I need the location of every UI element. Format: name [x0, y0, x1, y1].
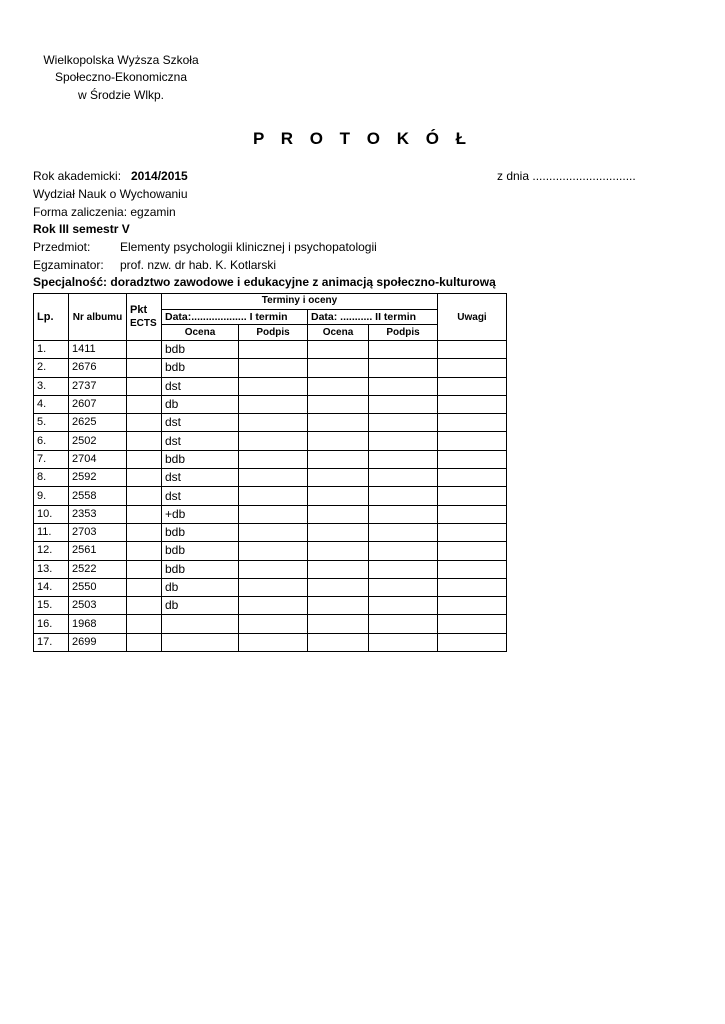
row-term1-signature	[239, 597, 308, 615]
row-term2-grade	[308, 505, 369, 523]
row-term1-grade: +db	[162, 505, 239, 523]
col-header-pkt: Pkt	[130, 304, 148, 316]
row-term1-grade: db	[162, 395, 239, 413]
institution-location: w Środzie Wlkp.	[77, 88, 165, 102]
table-row	[34, 578, 507, 596]
row-ects	[127, 469, 162, 487]
row-term2-signature	[369, 377, 438, 395]
row-term2-signature	[369, 469, 438, 487]
row-notes	[438, 377, 507, 395]
row-term2-grade	[308, 450, 369, 468]
row-term1-signature	[239, 633, 308, 651]
row-notes	[438, 359, 507, 377]
row-ects	[127, 450, 162, 468]
row-ects	[127, 377, 162, 395]
row-album-number: 2522	[69, 560, 127, 578]
row-album-number: 2502	[69, 432, 127, 450]
institution-name-line1: Wielkopolska Wyższa Szkoła	[43, 53, 199, 67]
row-term1-signature	[239, 414, 308, 432]
row-lp: 2.	[34, 359, 69, 377]
row-term2-grade	[308, 377, 369, 395]
document-title: P R O T O K Ó Ł	[252, 129, 473, 148]
row-lp: 8.	[34, 469, 69, 487]
table-row	[34, 505, 507, 523]
row-lp: 14.	[34, 578, 69, 596]
table-row	[34, 359, 507, 377]
row-ects	[127, 560, 162, 578]
row-term2-signature	[369, 505, 438, 523]
col-header-ects-label: ECTS	[130, 318, 157, 329]
row-term2-grade	[308, 487, 369, 505]
row-term2-grade	[308, 597, 369, 615]
row-term1-signature	[239, 487, 308, 505]
row-term1-signature	[239, 450, 308, 468]
row-term2-signature	[369, 414, 438, 432]
col-header-album: Nr albumu	[69, 294, 127, 341]
row-term2-grade	[308, 359, 369, 377]
table-row	[34, 377, 507, 395]
row-notes	[438, 633, 507, 651]
row-term1-signature	[239, 578, 308, 596]
row-term2-grade	[308, 414, 369, 432]
col-header-term1-signature: Podpis	[239, 325, 308, 341]
row-lp: 6.	[34, 432, 69, 450]
row-album-number: 2704	[69, 450, 127, 468]
row-album-number: 2607	[69, 395, 127, 413]
row-term1-grade: dst	[162, 469, 239, 487]
row-lp: 5.	[34, 414, 69, 432]
row-term2-signature	[369, 542, 438, 560]
semester: Rok III semestr V	[33, 222, 130, 236]
row-notes	[438, 432, 507, 450]
row-notes	[438, 341, 507, 359]
col-header-term2-grade: Ocena	[308, 325, 369, 341]
row-term1-grade: bdb	[162, 560, 239, 578]
grades-table	[33, 293, 507, 652]
col-header-notes: Uwagi	[438, 294, 507, 341]
row-lp: 12.	[34, 542, 69, 560]
row-term2-grade	[308, 395, 369, 413]
col-header-term1-grade: Ocena	[162, 325, 239, 341]
row-notes	[438, 469, 507, 487]
row-term1-signature	[239, 523, 308, 541]
examiner-value: prof. nzw. dr hab. K. Kotlarski	[120, 258, 277, 272]
academic-year-value: 2014/2015	[131, 169, 188, 183]
row-ects	[127, 359, 162, 377]
row-term2-signature	[369, 560, 438, 578]
faculty: Wydział Nauk o Wychowaniu	[33, 187, 188, 201]
row-lp: 1.	[34, 341, 69, 359]
col-header-terms: Terminy i oceny	[162, 294, 438, 310]
row-album-number: 2699	[69, 633, 127, 651]
exam-form: Forma zaliczenia: egzamin	[33, 205, 176, 219]
row-term2-signature	[369, 523, 438, 541]
col-header-term2-signature: Podpis	[369, 325, 438, 341]
row-term1-signature	[239, 560, 308, 578]
table-row	[34, 395, 507, 413]
row-term1-signature	[239, 505, 308, 523]
row-term1-grade: dst	[162, 377, 239, 395]
row-notes	[438, 523, 507, 541]
row-term1-grade: bdb	[162, 542, 239, 560]
table-row	[34, 450, 507, 468]
row-term1-signature	[239, 469, 308, 487]
row-term2-signature	[369, 450, 438, 468]
row-term1-grade: bdb	[162, 341, 239, 359]
row-term1-grade: dst	[162, 414, 239, 432]
row-ects	[127, 414, 162, 432]
row-term1-grade: bdb	[162, 359, 239, 377]
row-term2-signature	[369, 615, 438, 633]
examiner-label: Egzaminator:	[33, 258, 104, 272]
row-album-number: 1968	[69, 615, 127, 633]
row-notes	[438, 450, 507, 468]
table-row	[34, 414, 507, 432]
row-lp: 17.	[34, 633, 69, 651]
row-ects	[127, 633, 162, 651]
academic-year-label: Rok akademicki:	[33, 169, 122, 183]
table-row	[34, 542, 507, 560]
row-term1-signature	[239, 377, 308, 395]
row-term2-signature	[369, 633, 438, 651]
col-header-ects	[127, 294, 162, 341]
row-notes	[438, 542, 507, 560]
row-ects	[127, 487, 162, 505]
table-row	[34, 487, 507, 505]
row-lp: 10.	[34, 505, 69, 523]
row-album-number: 2503	[69, 597, 127, 615]
row-ects	[127, 395, 162, 413]
row-term2-signature	[369, 359, 438, 377]
col-header-lp: Lp.	[34, 294, 69, 341]
row-lp: 9.	[34, 487, 69, 505]
col-header-term2: Data: ........... II termin	[308, 309, 438, 325]
row-term2-signature	[369, 432, 438, 450]
subject-value: Elementy psychologii klinicznej i psychopatologii	[120, 240, 377, 254]
row-term1-signature	[239, 432, 308, 450]
row-album-number: 2676	[69, 359, 127, 377]
row-notes	[438, 487, 507, 505]
row-term2-grade	[308, 523, 369, 541]
row-album-number: 2625	[69, 414, 127, 432]
row-lp: 11.	[34, 523, 69, 541]
table-row	[34, 615, 507, 633]
row-notes	[438, 414, 507, 432]
row-ects	[127, 341, 162, 359]
row-lp: 7.	[34, 450, 69, 468]
row-ects	[127, 615, 162, 633]
row-notes	[438, 615, 507, 633]
row-term2-signature	[369, 597, 438, 615]
subject-label: Przedmiot:	[33, 240, 91, 254]
row-notes	[438, 597, 507, 615]
row-term2-grade	[308, 432, 369, 450]
row-album-number: 2550	[69, 578, 127, 596]
row-term1-grade	[162, 615, 239, 633]
row-term1-signature	[239, 341, 308, 359]
row-term2-signature	[369, 395, 438, 413]
institution-name-line2: Społeczno-Ekonomiczna	[54, 70, 188, 84]
row-notes	[438, 560, 507, 578]
table-row	[34, 341, 507, 359]
row-term1-grade: bdb	[162, 523, 239, 541]
table-row	[34, 560, 507, 578]
row-term2-grade	[308, 633, 369, 651]
row-notes	[438, 578, 507, 596]
row-lp: 15.	[34, 597, 69, 615]
date-field: z dnia ...............................	[497, 169, 636, 183]
row-term1-signature	[239, 359, 308, 377]
row-ects	[127, 432, 162, 450]
row-album-number: 2703	[69, 523, 127, 541]
row-term2-signature	[369, 341, 438, 359]
row-ects	[127, 597, 162, 615]
row-ects	[127, 505, 162, 523]
row-term2-grade	[308, 615, 369, 633]
row-term1-grade: dst	[162, 487, 239, 505]
row-term1-grade	[162, 633, 239, 651]
specialty: Specjalność: doradztwo zawodowe i edukacyjne z animacją społeczno-kulturową	[33, 275, 496, 289]
row-term2-grade	[308, 469, 369, 487]
row-term2-grade	[308, 542, 369, 560]
row-lp: 16.	[34, 615, 69, 633]
row-lp: 13.	[34, 560, 69, 578]
row-notes	[438, 395, 507, 413]
row-term2-grade	[308, 578, 369, 596]
row-album-number: 2592	[69, 469, 127, 487]
row-term1-signature	[239, 615, 308, 633]
table-row	[34, 523, 507, 541]
table-row	[34, 469, 507, 487]
table-row	[34, 633, 507, 651]
row-album-number: 1411	[69, 341, 127, 359]
row-term1-signature	[239, 395, 308, 413]
row-term1-grade: dst	[162, 432, 239, 450]
row-ects	[127, 523, 162, 541]
row-album-number: 2558	[69, 487, 127, 505]
row-album-number: 2737	[69, 377, 127, 395]
row-lp: 3.	[34, 377, 69, 395]
row-album-number: 2561	[69, 542, 127, 560]
row-ects	[127, 542, 162, 560]
row-term2-signature	[369, 487, 438, 505]
table-row	[34, 432, 507, 450]
row-term1-grade: db	[162, 578, 239, 596]
row-ects	[127, 578, 162, 596]
table-row	[34, 597, 507, 615]
row-term1-grade: db	[162, 597, 239, 615]
row-album-number: 2353	[69, 505, 127, 523]
col-header-term1: Data:................... I termin	[162, 309, 308, 325]
row-term2-grade	[308, 560, 369, 578]
row-notes	[438, 505, 507, 523]
row-term1-grade: bdb	[162, 450, 239, 468]
row-term1-signature	[239, 542, 308, 560]
row-lp: 4.	[34, 395, 69, 413]
row-term2-signature	[369, 578, 438, 596]
row-term2-grade	[308, 341, 369, 359]
